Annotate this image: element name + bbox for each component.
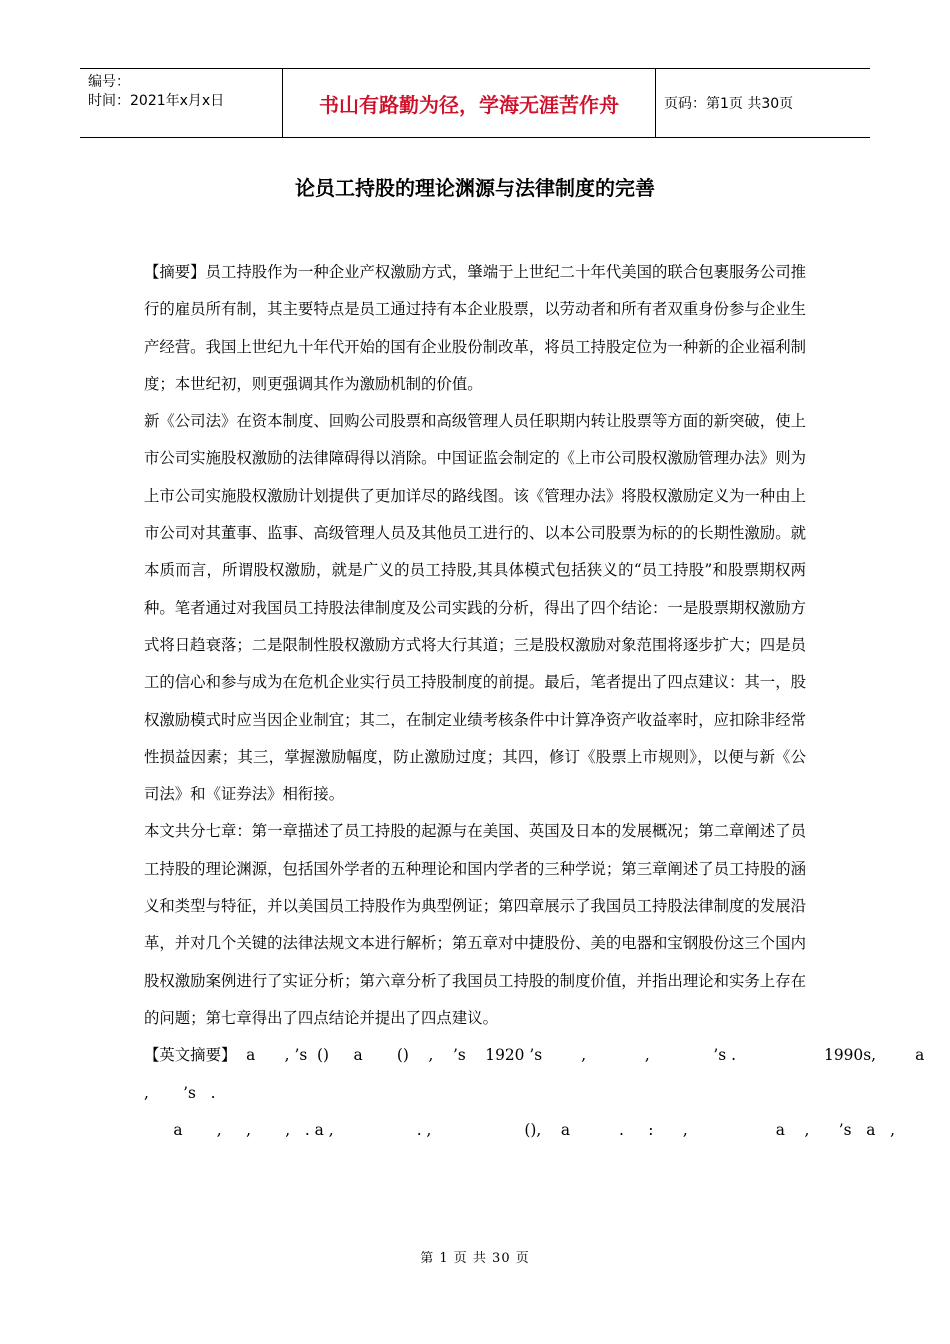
page-footer: 第 1 页 共 30 页: [420, 1251, 530, 1266]
document-time: 时间：2021年x月x日: [88, 93, 225, 109]
header-page-info: 页码：第1页 共30页: [664, 96, 794, 112]
abstract-paragraph-2: 新《公司法》在资本制度、回购公司股票和高级管理人员任职期内转让股票等方面的新突破，使上市公司实施股权激励的法律障碍得以消除。中国证监会制定的《上市公司股权激励管理办法》则为上市公司实施股权激励计划提供了更加详尽的路线图。该《管理办法》将股权激励定义为一种由上市公司对其董事、监事、高级管理人员及其他员工进行的、以本公司股票为标的的长期性激励。就本质而言，所谓股权激励，就是广义的员工持股,其具体模式包括狭义的“员工持股”和股票期权两种。笔者通过对我国员工持股法律制度及公司实践的分析，得出了四个结论：一是股票期权激励方式将日趋衰落；二是限制性股权激励方式将大行其道；三是股权激励对象范围将逐步扩大；四是员工的信心和参与成为在危机企业实行员工持股制度的前提。最后，笔者提出了四点建议：其一，股权激励模式时应当因企业制宜；其二，在制定业绩考核条件中计算净资产收益率时，应扣除非经常性损益因素；其三，掌握激励幅度，防止激励过度；其四，修订《股票上市规则》，以便与新《公司法》和《证券法》相衔接。: [144, 412, 806, 804]
abstract-paragraph-1: 【摘要】员工持股作为一种企业产权激励方式，肇端于上世纪二十年代美国的联合包裹服务公司推行的雇员所有制，其主要特点是员工通过持有本企业股票，以劳动者和所有者双重身份参与企业生产经营。我国上世纪九十年代开始的国有企业股份制改革，将员工持股定位为一种新的企业福利制度；本世纪初，则更强调其作为激励机制的价值。: [144, 263, 806, 393]
english-abstract-line-1: 【英文摘要】 a , ’s () a () , ’s 1920 ’s , , ’s . 1990s, a: [144, 1046, 925, 1065]
abstract-paragraph-3: 本文共分七章：第一章描述了员工持股的起源与在美国、英国及日本的发展概况；第二章阐述了员工持股的理论渊源，包括国外学者的五种理论和国内学者的三种学说；第三章阐述了员工持股的涵义和类型与特征，并以美国员工持股作为典型例证；第四章展示了我国员工持股法律制度的发展沿革，并对几个关键的法律法规文本进行解析；第五章对中捷股份、美的电器和宝钢股份这三个国内股权激励案例进行了实证分析；第六章分析了我国员工持股的制度价值，并指出理论和实务上存在的问题；第七章得出了四点结论并提出了四点建议。: [144, 822, 806, 1027]
header-meta: [80, 69, 282, 137]
english-abstract-line-3: a , , , . a , . , (), a . : , a , ’s a ,: [144, 1120, 895, 1139]
document-body: [144, 254, 925, 1149]
header-motto: 书山有路勤为径，学海无涯苦作舟: [282, 69, 656, 137]
page-header: [80, 68, 870, 138]
document-title: 论员工持股的理论渊源与法律制度的完善: [295, 176, 655, 200]
english-abstract-line-2: , ’s .: [144, 1083, 216, 1102]
document-number: 编号：: [88, 74, 130, 90]
